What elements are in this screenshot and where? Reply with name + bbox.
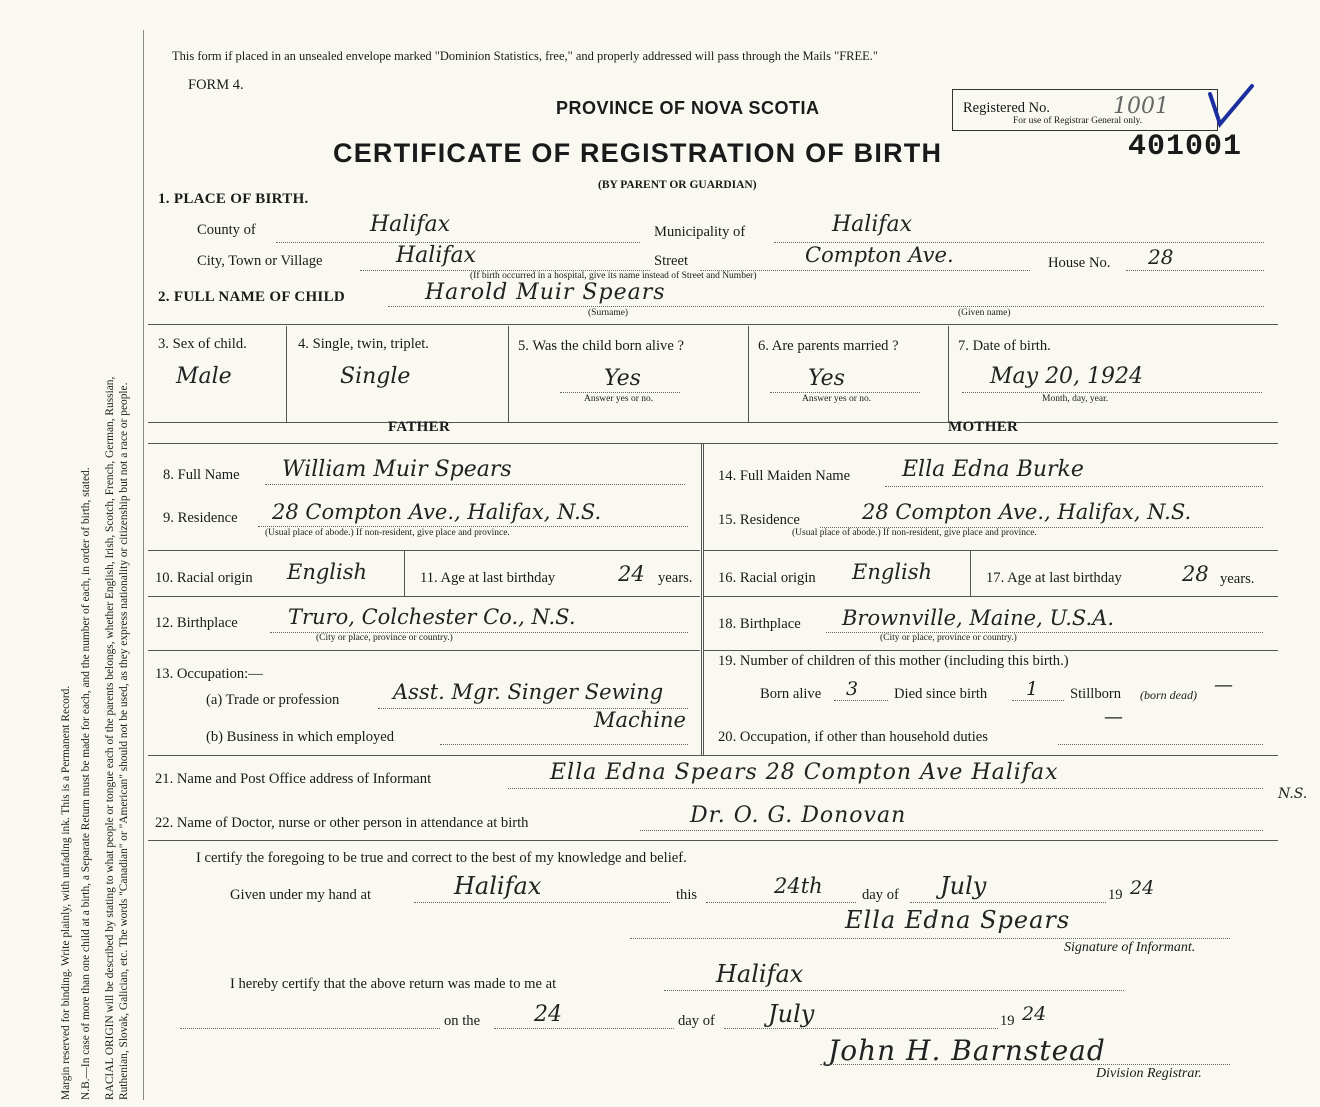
mother-age-value: 28 [1182,562,1209,586]
informant-label: 21. Name and Post Office address of Informant [155,771,432,787]
registrar-month: July [768,1000,815,1028]
given-name-note: (Given name) [958,308,1011,318]
father-heading: FATHER [388,419,451,435]
registered-sub: For use of Registrar General only. [1013,116,1143,126]
province-heading: PROVINCE OF NOVA SCOTIA [556,98,820,118]
registered-number: 1001 [1113,94,1169,119]
alive-label: 5. Was the child born alive ? [518,338,684,354]
occupation-label: 13. Occupation:— [155,666,263,682]
city-value: Halifax [396,243,477,268]
mother-residence-value: 28 Compton Ave., Halifax, N.S. [862,500,1192,524]
registrar-signature: John H. Barnstead [828,1034,1106,1067]
mother-birthplace-note: (City or place, province or country.) [880,633,1017,643]
certify-year-prefix: 19 [1108,887,1123,903]
county-value: Halifax [370,212,451,237]
registrar-signature-label: Division Registrar. [1096,1066,1202,1081]
registrar-year-prefix: 19 [1000,1013,1015,1029]
business-label: (b) Business in which employed [206,729,395,745]
mother-occupation-value: — [1104,706,1123,728]
margin-line-4: Ruthenian, Slovak, Galician, etc. The words "Canadian" or "American" should not be used, as they express nationality or citizenship but not a race or people. [118,382,130,1100]
sex-value: Male [176,364,232,389]
father-birthplace-label: 12. Birthplace [155,615,238,631]
informant-signature: Ella Edna Spears [845,906,1071,934]
stamp-number: 401001 [1128,130,1243,164]
informant-value: Ella Edna Spears 28 Compton Ave Halifax [550,760,1059,785]
stillborn-note: (born dead) [1140,688,1197,702]
married-value: Yes [808,366,845,391]
mother-name-label: 14. Full Maiden Name [718,468,851,484]
born-alive-label: Born alive [760,686,822,702]
registrar-day: 24 [534,1002,562,1027]
surname-note: (Surname) [588,308,629,318]
sex-label: 3. Sex of child. [158,336,247,352]
doctor-value: Dr. O. G. Donovan [690,803,907,828]
place-of-birth-label: 1. PLACE OF BIRTH. [158,191,309,207]
certificate-title: CERTIFICATE OF REGISTRATION OF BIRTH [333,138,943,168]
margin-line-1: Margin reserved for binding. Write plainly, with unfading ink. This is a Permanent Record. [60,685,72,1100]
mother-racial-label: 16. Racial origin [718,570,816,586]
died-value: 1 [1026,678,1039,700]
hospital-note: (If birth occurred in a hospital, give its name instead of Street and Number) [470,271,757,281]
mother-occupation-label: 20. Occupation, if other than household duties [718,729,988,745]
registered-label: Registered No. [963,100,1050,116]
municipality-label: Municipality of [654,224,746,240]
margin-line-2: N.B.—In case of more than one child at a birth, a Separate Return must be made for each, and the number of each, in order of birth, stated. [80,467,92,1100]
mother-years: years. [1220,571,1255,587]
house-label: House No. [1048,255,1111,271]
on-the-label: on the [444,1013,481,1029]
certify-statement: I certify the foregoing to be true and correct to the best of my knowledge and belief. [196,850,687,866]
alive-note: Answer yes or no. [584,394,654,404]
mother-birthplace-label: 18. Birthplace [718,616,801,632]
single-value: Single [340,364,411,389]
mail-notice: This form if placed in an unsealed envelope marked "Dominion Statistics, free," and properly addressed will pass through the Mails "FREE." [172,49,879,63]
dob-label: 7. Date of birth. [958,338,1051,354]
certify-month: July [940,872,987,900]
certificate-subtitle: (BY PARENT OR GUARDIAN) [598,179,757,191]
mother-residence-note: (Usual place of abode.) If non-resident, give place and province. [792,528,1037,538]
margin-line-3: RACIAL ORIGIN will be described by stating to what people or tongue each of the parents belongs, whether English, Irish, Scotch, French, German, Russian, [104,376,116,1100]
father-name-label: 8. Full Name [163,467,240,483]
certify-year: 24 [1130,877,1155,899]
father-racial-label: 10. Racial origin [155,570,253,586]
dob-note: Month, day, year. [1042,394,1109,404]
father-years: years. [658,570,693,586]
registrar-statement: I hereby certify that the above return was made to me at [230,976,557,992]
father-birthplace-note: (City or place, province or country.) [316,633,453,643]
mother-residence-label: 15. Residence [718,512,800,528]
dob-value: May 20, 1924 [990,364,1144,389]
street-label: Street [654,253,689,269]
informant-signature-label: Signature of Informant. [1064,940,1196,955]
informant-value-2: N.S. [1278,786,1308,802]
mother-age-label: 17. Age at last birthday [986,570,1122,586]
given-label: Given under my hand at [230,887,372,903]
father-age-label: 11. Age at last birthday [420,570,556,586]
trade-value-2: Machine [594,708,686,732]
this-label: this [676,887,698,903]
single-label: 4. Single, twin, triplet. [298,336,429,352]
married-note: Answer yes or no. [802,394,872,404]
margin-notes [0,0,140,1107]
born-alive-value: 3 [846,678,859,700]
child-name-label: 2. FULL NAME OF CHILD [158,289,346,305]
father-name-value: William Muir Spears [282,457,512,482]
registrar-day-of-label: day of [678,1013,715,1029]
city-label: City, Town or Village [197,253,323,269]
house-value: 28 [1148,245,1174,269]
municipality-value: Halifax [832,212,913,237]
county-label: County of [197,222,256,238]
certify-day-of-label: day of [862,887,899,903]
mother-name-value: Ella Edna Burke [902,457,1084,482]
child-name-value: Harold Muir Spears [425,280,666,305]
certify-day: 24th [774,874,823,898]
given-place: Halifax [454,872,542,900]
trade-value: Asst. Mgr. Singer Sewing [393,680,664,704]
registered-number-box [952,89,1218,131]
father-residence-note: (Usual place of abode.) If non-resident, give place and province. [265,528,510,538]
mother-heading: MOTHER [948,419,1019,435]
father-racial-value: English [287,560,368,584]
stillborn-value: — [1214,674,1233,696]
doctor-label: 22. Name of Doctor, nurse or other person in attendance at birth [155,815,529,831]
father-birthplace-value: Truro, Colchester Co., N.S. [288,605,576,629]
mother-birthplace-value: Brownville, Maine, U.S.A. [842,606,1115,630]
alive-value: Yes [604,366,641,391]
trade-label: (a) Trade or profession [206,692,340,708]
registrar-place: Halifax [716,960,804,988]
mother-racial-value: English [852,560,933,584]
married-label: 6. Are parents married ? [758,338,899,354]
died-label: Died since birth [894,686,988,702]
registrar-year: 24 [1022,1003,1047,1025]
father-residence-label: 9. Residence [163,510,238,526]
father-residence-value: 28 Compton Ave., Halifax, N.S. [272,500,602,524]
father-age-value: 24 [618,562,645,586]
street-value: Compton Ave. [805,243,954,267]
children-label: 19. Number of children of this mother (including this birth.) [718,653,1069,669]
checkmark-icon [1200,82,1260,132]
form-number: FORM 4. [188,77,244,93]
stillborn-label: Stillborn [1070,686,1122,702]
